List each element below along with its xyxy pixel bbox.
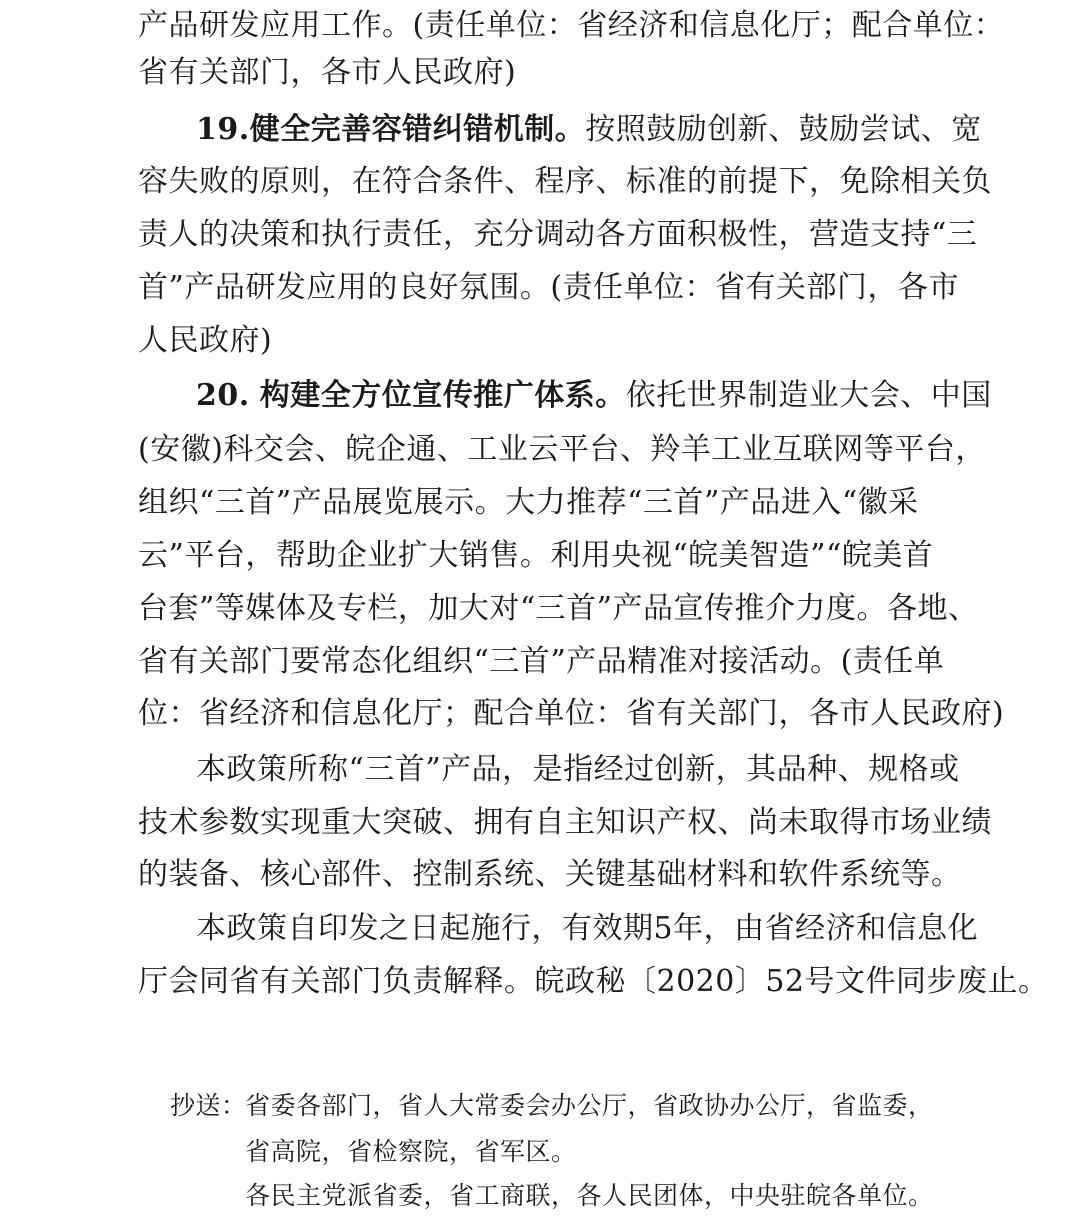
item-20-number: 20. (196, 378, 250, 413)
item-20-title: 构建全方位宣传推广体系。 (259, 378, 626, 413)
paragraph-line: 容失败的原则，在符合条件、程序、标准的前提下，免除相关负 (138, 164, 992, 199)
paragraph-line: 台套”等媒体及专栏，加大对“三首”产品宣传推介力度。各地、 (138, 591, 979, 626)
cc-label: 抄送： (170, 1091, 247, 1120)
paragraph-line: 人民政府) (138, 323, 273, 358)
paragraph-line: (安徽)科交会、皖企通、工业云平台、羚羊工业互联网等平台， (138, 432, 986, 467)
cc-recipients-line-2: 省高院，省检察院，省军区。 (245, 1137, 577, 1166)
definition-paragraph-line: 本政策所称“三首”产品，是指经过创新，其品种、规格或 (196, 752, 960, 787)
paragraph-line: 责人的决策和执行责任，充分调动各方面积极性，营造支持“三 (138, 217, 978, 252)
item-19-number: 19. (196, 112, 250, 147)
paragraph-line: 云”平台，帮助企业扩大销售。利用央视“皖美智造”“皖美首 (138, 538, 934, 573)
paragraph-line: 位：省经济和信息化厅；配合单位：省有关部门，各市人民政府) (138, 696, 1005, 731)
item-20-text: 依托世界制造业大会、中国 (625, 378, 992, 413)
paragraph-line: 首”产品研发应用的良好氛围。(责任单位：省有关部门，各市 (138, 270, 960, 305)
effective-date-paragraph-line: 本政策自印发之日起施行，有效期5年，由省经济和信息化 (196, 911, 979, 946)
paragraph-line: 的装备、核心部件、控制系统、关键基础材料和软件系统等。 (138, 857, 962, 892)
paragraph-line: 省有关部门，各市人民政府) (138, 55, 517, 90)
item-19-title: 健全完善容错纠错机制。 (249, 112, 586, 147)
item-20-heading-line (196, 370, 992, 422)
paragraph-line: 省有关部门要常态化组织“三首”产品精准对接活动。(责任单 (138, 644, 945, 679)
item-19-text: 按照鼓励创新、鼓励尝试、宽 (585, 112, 982, 147)
paragraph-line: 产品研发应用工作。(责任单位：省经济和信息化厅；配合单位： (138, 8, 1005, 43)
paragraph-line: 组织“三首”产品展览展示。大力推荐“三首”产品进入“徽采 (138, 485, 919, 520)
item-19-heading-line (196, 104, 982, 156)
cc-recipients-line-1: 省委各部门，省人大常委会办公厅，省政协办公厅，省监委， (245, 1091, 934, 1120)
cc-recipients-line-3: 各民主党派省委，省工商联，各人民团体，中央驻皖各单位。 (245, 1181, 934, 1210)
paragraph-line: 技术参数实现重大突破、拥有自主知识产权、尚未取得市场业绩 (138, 805, 992, 840)
paragraph-line: 厅会同省有关部门负责解释。皖政秘〔2020〕52号文件同步废止。 (138, 964, 1049, 999)
